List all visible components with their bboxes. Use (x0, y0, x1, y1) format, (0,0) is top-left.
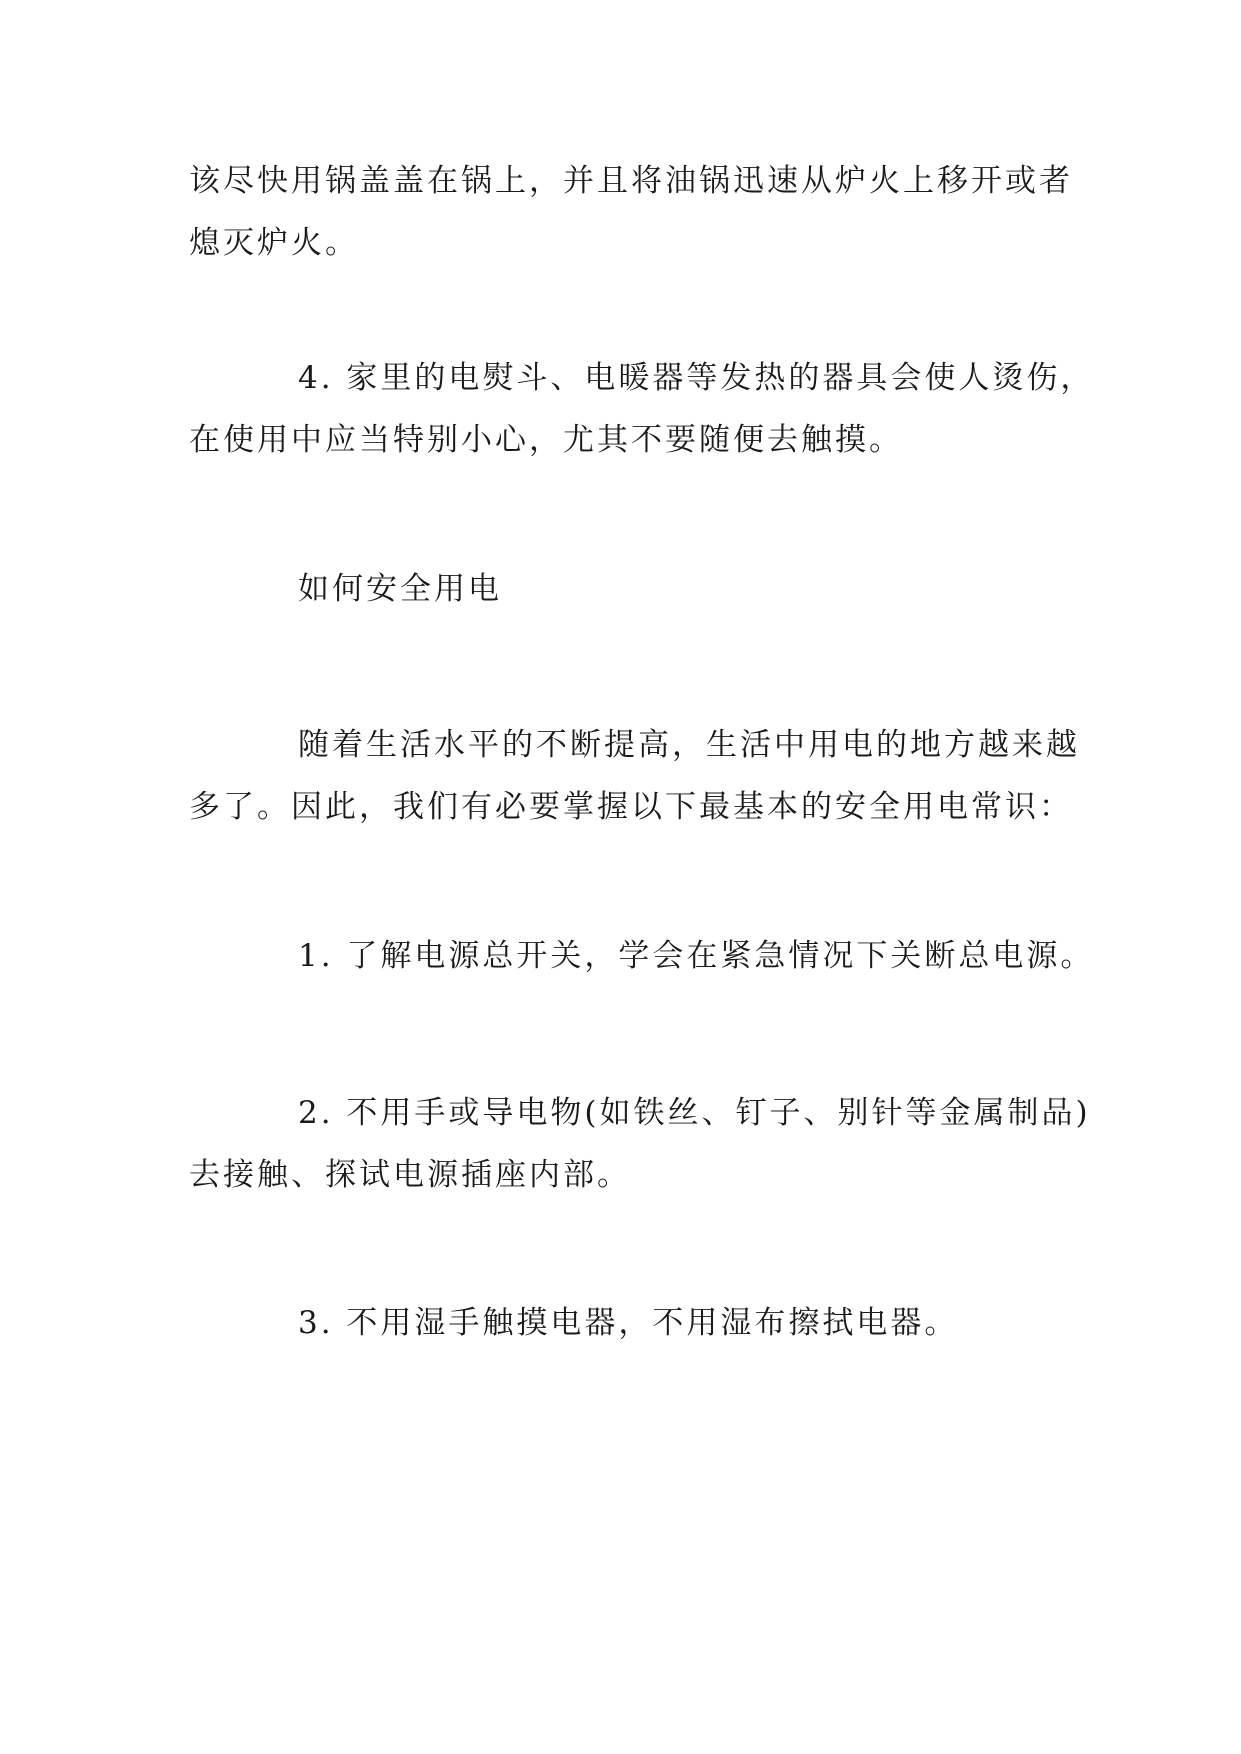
paragraph-line: 4. 家里的电熨斗、电暖器等发热的器具会使人烫伤， (298, 360, 1095, 396)
paragraph-line: 多了。因此，我们有必要掌握以下最基本的安全用电常识： (189, 789, 1073, 825)
paragraph-line: 2. 不用手或导电物(如铁丝、钉子、别针等金属制品) (298, 1095, 1091, 1131)
paragraph-line: 3. 不用湿手触摸电器，不用湿布擦拭电器。 (298, 1305, 959, 1341)
paragraph-item-2 (189, 1082, 1091, 1206)
paragraph-line: 熄灭炉火。 (189, 225, 359, 261)
paragraph-line: 在使用中应当特别小心，尤其不要随便去触摸。 (189, 422, 903, 458)
paragraph-continuation (189, 150, 1073, 274)
paragraph-item-4 (189, 347, 1095, 471)
paragraph-item-3 (189, 1292, 1069, 1354)
paragraph-line: 随着生活水平的不断提高，生活中用电的地方越来越 (298, 727, 1080, 763)
section-heading (189, 558, 1069, 620)
paragraph-line: 该尽快用锅盖盖在锅上，并且将油锅迅速从炉火上移开或者 (189, 163, 1073, 199)
paragraph-line: 1. 了解电源总开关，学会在紧急情况下关断总电源。 (298, 938, 1095, 974)
section-heading-text: 如何安全用电 (298, 571, 502, 607)
paragraph-item-1 (189, 925, 1095, 987)
paragraph-line: 去接触、探试电源插座内部。 (189, 1157, 631, 1193)
paragraph-intro (189, 714, 1080, 838)
